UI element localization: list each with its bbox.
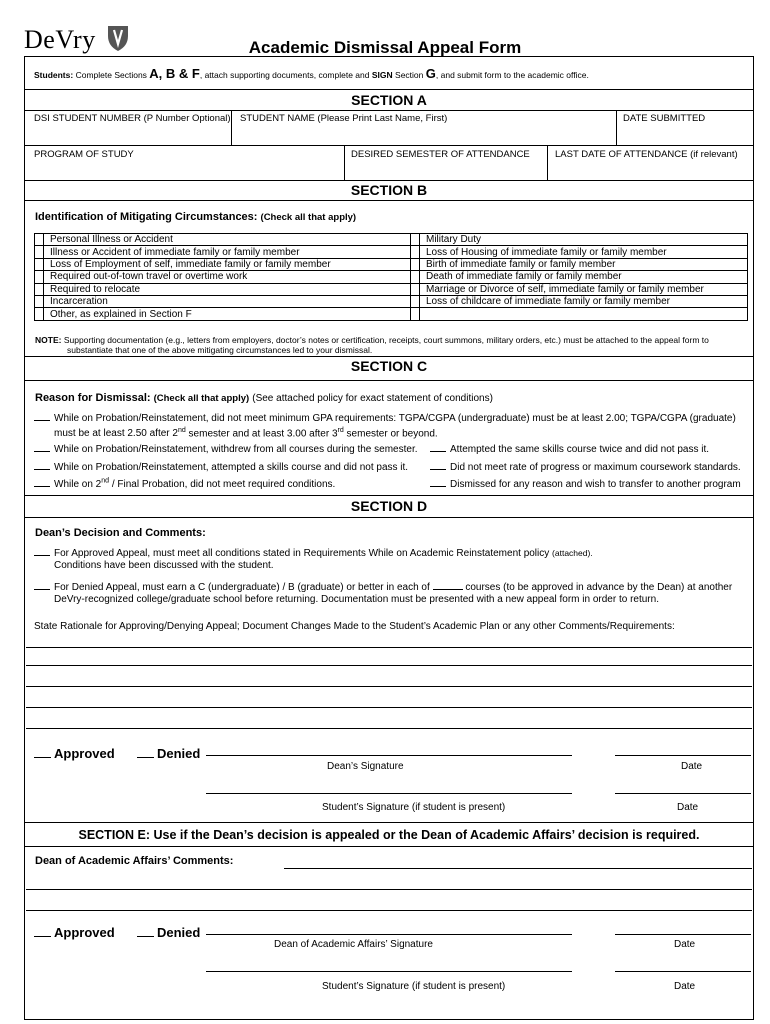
section-e-heading: SECTION E: Use if the Dean’s decision is appealed or the Dean of Academic Affairs’ decision is required.	[78, 828, 700, 842]
circumstance-row	[35, 271, 748, 283]
reason-gpa[interactable]: While on Probation/Reinstatement, did not meet minimum GPA requirements: TGPA/CGPA (undergraduate) must be at least 2.00; TGPA/CGPA (graduate) must be at least 2.50 after 2nd semester and at least 3.00 after 3rd semester or beyond.	[34, 411, 750, 440]
student-number-field[interactable]: DSI STUDENT NUMBER (P Number Optional)	[34, 113, 231, 124]
circumstance-label: Loss of Housing of immediate family or family member	[420, 246, 748, 258]
circumstance-label: Loss of childcare of immediate family or family member	[420, 295, 748, 307]
date-line[interactable]	[615, 934, 751, 935]
circumstance-row	[35, 283, 748, 295]
section-e-subheading: Dean of Academic Affairs’ Comments:	[35, 855, 234, 867]
section-c-subheading: Reason for Dismissal: (Check all that apply) (See attached policy for exact statement of conditions)	[35, 392, 493, 404]
checkbox[interactable]	[35, 283, 44, 295]
circumstance-label: Marriage or Divorce of self, immediate family or family member	[420, 283, 748, 295]
deans-signature-line[interactable]	[206, 755, 572, 756]
checkbox[interactable]	[35, 295, 44, 307]
last-date-attendance-field[interactable]: LAST DATE OF ATTENDANCE (if relevant)	[555, 149, 738, 160]
denied-appeal-option[interactable]: For Denied Appeal, must earn a C (undergraduate) / B (graduate) or better in each of courses (to be approved in advance by the Dean) at another DeVry-recognized college/graduate school before returning. Documentation must be presented with a new appeal form in order to return.	[34, 580, 732, 606]
section-d-subheading: Dean’s Decision and Comments:	[35, 527, 206, 539]
mitigating-circumstances-table	[34, 233, 748, 321]
student-signature-line[interactable]	[206, 793, 572, 794]
circumstance-label: Personal Illness or Accident	[44, 234, 411, 246]
circumstance-row	[35, 308, 748, 320]
date-line[interactable]	[615, 971, 751, 972]
circumstance-row	[35, 295, 748, 307]
section-b-heading: SECTION B	[350, 182, 428, 198]
checkbox[interactable]	[35, 308, 44, 320]
deans-signature-label: Dean’s Signature	[327, 761, 404, 772]
student-signature-label: Student’s Signature (if student is present)	[322, 802, 506, 813]
desired-semester-field[interactable]: DESIRED SEMESTER OF ATTENDANCE	[351, 149, 530, 160]
comments-line[interactable]	[284, 868, 752, 869]
reason-skills-twice[interactable]: Attempted the same skills course twice and did not pass it.	[430, 442, 709, 455]
denied-checkbox[interactable]: Denied	[137, 925, 200, 940]
student-signature-label: Student’s Signature (if student is present)	[322, 981, 506, 992]
approved-checkbox[interactable]: Approved	[34, 925, 115, 940]
section-b-subheading: Identification of Mitigating Circumstances: (Check all that apply)	[35, 211, 357, 223]
date-label: Date	[677, 802, 699, 813]
circumstance-row	[35, 258, 748, 270]
reason-rate-of-progress[interactable]: Did not meet rate of progress or maximum coursework standards.	[430, 460, 741, 473]
reason-skills-course[interactable]: While on Probation/Reinstatement, attempted a skills course and did not pass it.	[34, 460, 408, 473]
circumstance-row	[35, 234, 748, 246]
instructions: Students: Complete Sections A, B & F, attach supporting documents, complete and SIGN Section G, and submit form to the academic office.	[34, 66, 589, 81]
section-d-heading: SECTION D	[350, 498, 428, 514]
approved-checkbox[interactable]: Approved	[34, 746, 115, 761]
checkbox[interactable]	[35, 271, 44, 283]
section-b-note: NOTE: Supporting documentation (e.g., letters from employers, doctor’s notes or certification, receipts, court summons, military orders, etc.) must be attached to the appeal form to substantiate that one of the above mitigating circumstances led to your dismissal.	[35, 335, 709, 355]
circumstance-label: Loss of Employment of self, immediate family or family member	[44, 258, 411, 270]
rationale-line[interactable]	[26, 707, 752, 708]
denied-checkbox[interactable]: Denied	[137, 746, 200, 761]
date-submitted-field[interactable]: DATE SUBMITTED	[623, 113, 706, 124]
checkbox[interactable]	[35, 234, 44, 246]
divider	[24, 89, 754, 90]
checkbox[interactable]	[35, 246, 44, 258]
circumstance-label: Birth of immediate family or family member	[420, 258, 748, 270]
section-a-heading: SECTION A	[351, 92, 427, 108]
date-line[interactable]	[615, 755, 751, 756]
checkbox[interactable]	[411, 308, 420, 320]
section-c-heading: SECTION C	[350, 358, 428, 374]
date-label: Date	[674, 939, 696, 950]
rationale-line[interactable]	[26, 665, 752, 666]
circumstance-label: Military Duty	[420, 234, 748, 246]
rationale-line[interactable]	[26, 728, 752, 729]
checkbox[interactable]	[411, 283, 420, 295]
reason-final-probation[interactable]: While on 2nd / Final Probation, did not meet required conditions.	[34, 477, 335, 490]
approved-appeal-option[interactable]: For Approved Appeal, must meet all conditions stated in Requirements While on Academic Reinstatement policy (attached). Conditions have been discussed with the student.	[34, 546, 593, 572]
student-signature-line[interactable]	[206, 971, 572, 972]
checkbox[interactable]	[411, 246, 420, 258]
checkbox[interactable]	[411, 295, 420, 307]
daa-signature-line[interactable]	[206, 934, 572, 935]
rationale-line[interactable]	[26, 686, 752, 687]
date-label: Date	[681, 761, 703, 772]
circumstance-label: Illness or Accident of immediate family or family member	[44, 246, 411, 258]
student-name-field[interactable]: STUDENT NAME (Please Print Last Name, First)	[240, 113, 448, 124]
circumstance-label: Required to relocate	[44, 283, 411, 295]
reason-withdrew[interactable]: While on Probation/Reinstatement, withdrew from all courses during the semester.	[34, 442, 418, 455]
rationale-label: State Rationale for Approving/Denying Appeal; Document Changes Made to the Student’s Academic Plan or any other Comments/Requirements:	[34, 621, 675, 632]
logo-text: DeVry	[24, 25, 96, 54]
divider	[24, 110, 754, 111]
checkbox[interactable]	[35, 258, 44, 270]
circumstance-label	[420, 308, 748, 320]
circumstance-label: Death of immediate family or family member	[420, 271, 748, 283]
date-line[interactable]	[615, 793, 751, 794]
circumstance-label: Required out-of-town travel or overtime work	[44, 271, 411, 283]
comments-line[interactable]	[26, 889, 752, 890]
checkbox[interactable]	[411, 234, 420, 246]
comments-line[interactable]	[26, 910, 752, 911]
reason-transfer[interactable]: Dismissed for any reason and wish to transfer to another program	[430, 477, 741, 490]
rationale-line[interactable]	[26, 647, 752, 648]
form-title: Academic Dismissal Appeal Form	[248, 38, 522, 57]
date-label: Date	[674, 981, 696, 992]
checkbox[interactable]	[411, 258, 420, 270]
circumstance-label: Incarceration	[44, 295, 411, 307]
daa-signature-label: Dean of Academic Affairs’ Signature	[274, 939, 433, 950]
program-of-study-field[interactable]: PROGRAM OF STUDY	[34, 149, 134, 160]
checkbox[interactable]	[411, 271, 420, 283]
circumstance-label: Other, as explained in Section F	[44, 308, 411, 320]
circumstance-row	[35, 246, 748, 258]
